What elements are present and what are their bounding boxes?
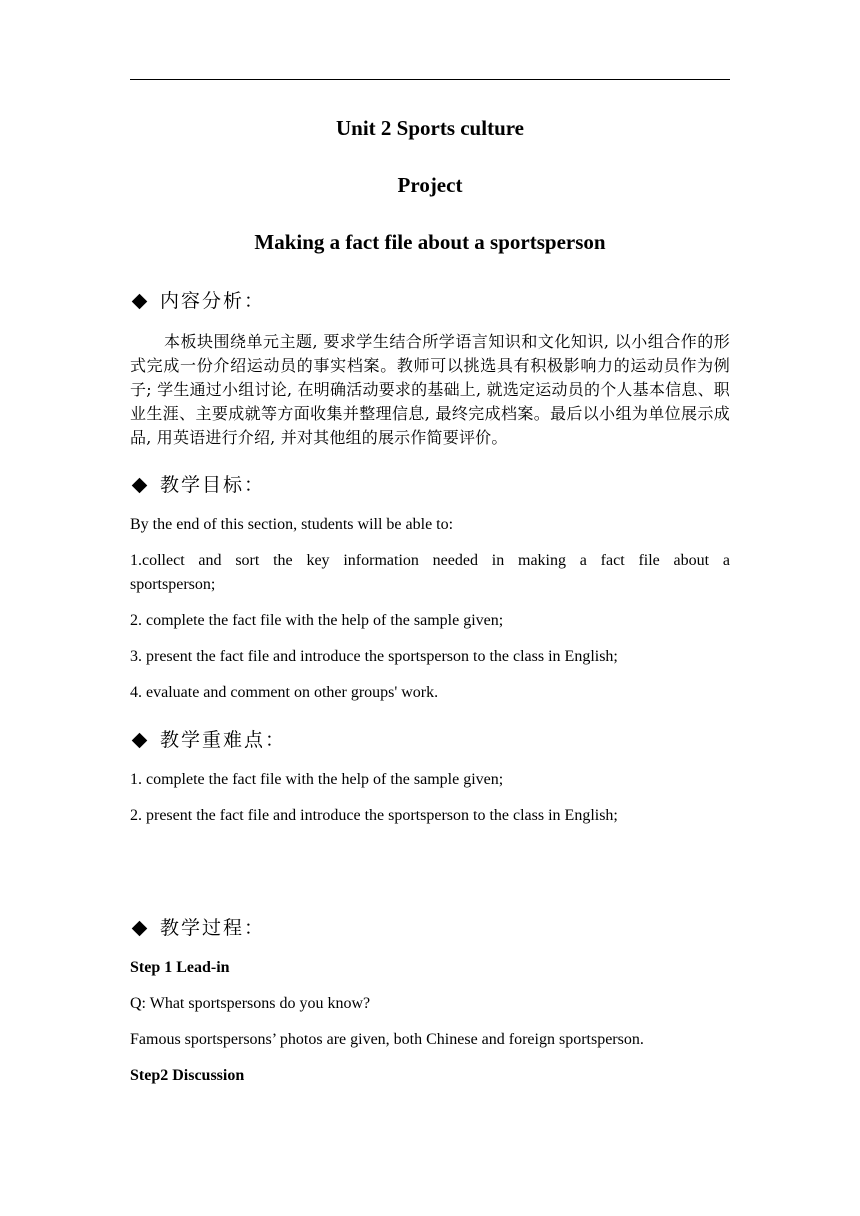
step1-note: Famous sportspersons’ photos are given, both Chinese and foreign sportsperson. xyxy=(130,1031,644,1048)
diamond-bullet-icon xyxy=(132,732,148,748)
content-analysis-paragraph: 本板块围绕单元主题, 要求学生结合所学语言知识和文化知识, 以小组合作的形式完成一份介绍运动员的事实档案。教师可以挑选具有积极影响力的运动员作为例子; 学生通过小组讨论, 在明确活动要求的基础上, 就选定运动员的个人基本信息、职业生涯、主要成就等方面收集并整理信息, 最终完成档案。最后以小组为单位展示成品, 用英语进行介绍, 并对其他组的展示作简要评价。 xyxy=(130,332,730,447)
section-heading-text: 内容分析： xyxy=(160,290,266,312)
project-topic: Making a fact file about a sportsperson xyxy=(254,230,606,254)
objectives-intro: By the end of this section, students will be able to: xyxy=(130,516,454,533)
step1-title: Step 1 Lead-in xyxy=(130,959,230,976)
objective-item: 4. evaluate and comment on other groups' work. xyxy=(130,684,439,701)
section-heading-teaching-process xyxy=(130,913,730,943)
section-heading-text: 教学目标： xyxy=(160,474,266,496)
section-heading-teaching-objectives xyxy=(130,470,730,500)
diamond-bullet-icon xyxy=(132,293,148,309)
section-heading-key-points xyxy=(130,725,730,755)
section-heading-content-analysis xyxy=(130,286,730,316)
diamond-bullet-icon xyxy=(132,477,148,493)
section-heading-text: 教学过程： xyxy=(160,917,266,939)
key-point-item: 2. present the fact file and introduce the sportsperson to the class in English; xyxy=(130,807,618,824)
header-rule xyxy=(130,79,730,80)
document-content xyxy=(130,110,730,1088)
objective-item: 3. present the fact file and introduce the sportsperson to the class in English; xyxy=(130,648,618,665)
step1-question: Q: What sportspersons do you know? xyxy=(130,995,371,1012)
project-subtitle: Project xyxy=(397,173,463,197)
objective-item: 1.collect and sort the key information needed in making a fact file about a sportsperson; xyxy=(130,552,730,593)
objective-item: 2. complete the fact file with the help of the sample given; xyxy=(130,612,504,629)
unit-title: Unit 2 Sports culture xyxy=(335,116,525,140)
step2-title: Step2 Discussion xyxy=(130,1067,245,1084)
key-point-item: 1. complete the fact file with the help of the sample given; xyxy=(130,771,504,788)
diamond-bullet-icon xyxy=(132,920,148,936)
section-heading-text: 教学重难点： xyxy=(160,729,287,751)
